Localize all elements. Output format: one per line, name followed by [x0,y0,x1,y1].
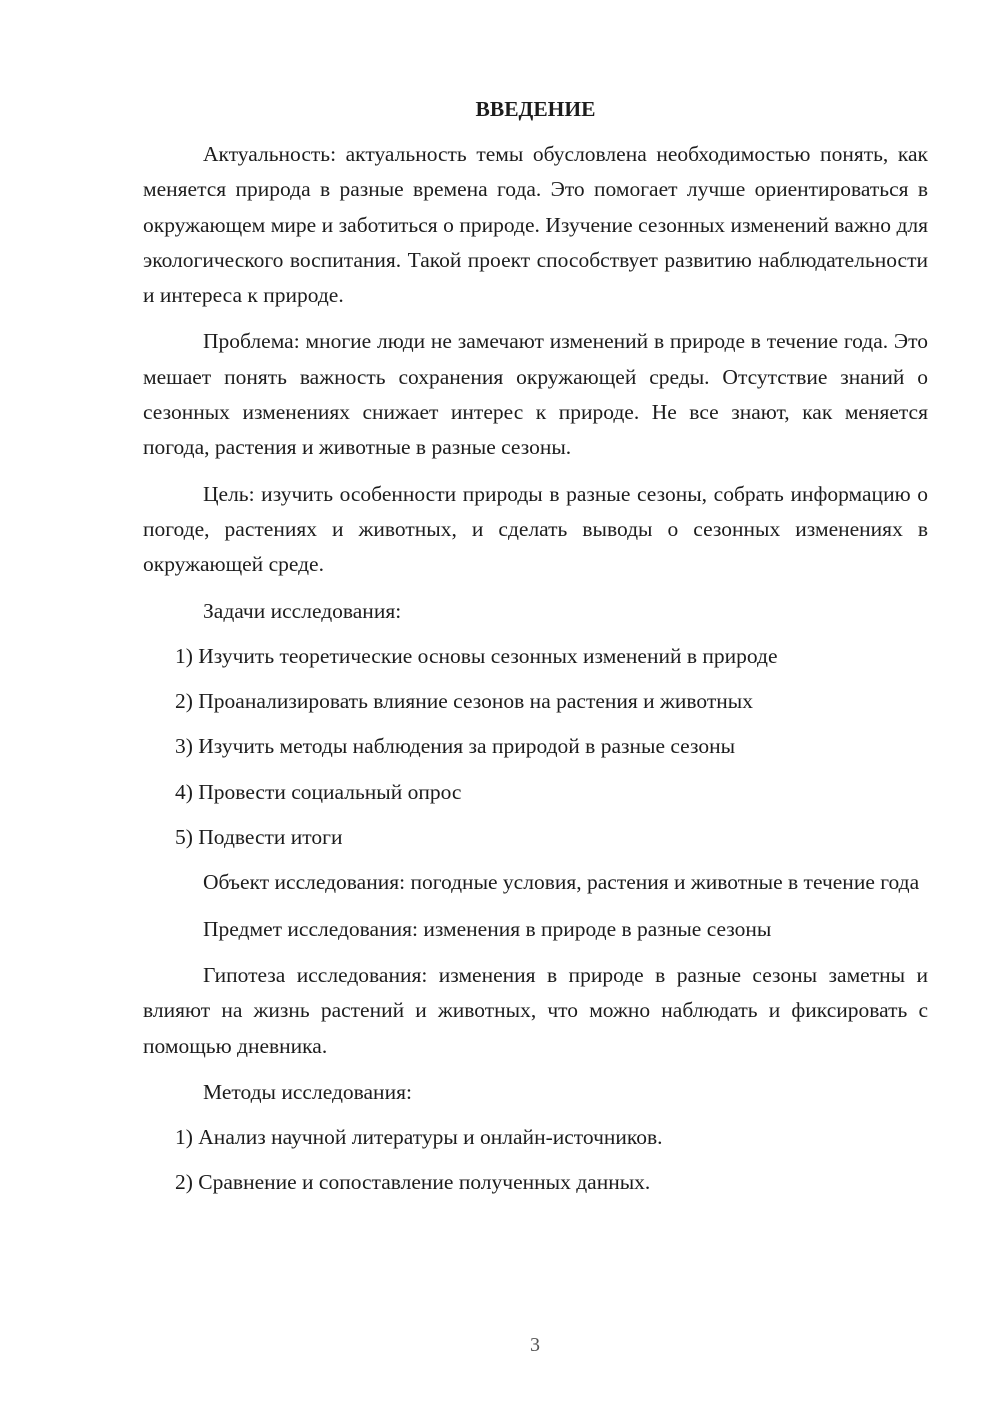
task-item: 5) Подвести итоги [175,825,343,850]
page-title: ВВЕДЕНИЕ [475,97,596,121]
task-item: 3) Изучить методы наблюдения за природой в разные сезоны [175,734,736,759]
page-content [143,92,928,1211]
task-item: 2) Проанализировать влияние сезонов на растения и животных [175,689,753,714]
subject-paragraph: Предмет исследования: изменения в природе в разные сезоны [203,916,772,941]
task-item: 4) Провести социальный опрос [175,779,462,804]
problem-paragraph: Проблема: многие люди не замечают изменений в природе в течение года. Это мешает понять важность сохранения окружающей среды. Отсутствие знаний о сезонных изменениях снижает интерес к природе. Не все знают, как меняется погода, растения и животные в разные сезоны. [143,329,928,460]
methods-heading: Методы исследования: [203,1079,412,1104]
method-item: 1) Анализ научной литературы и онлайн-источников. [175,1125,663,1150]
page-number: 3 [530,1334,540,1356]
object-paragraph: Объект исследования: погодные условия, растения и животные в течение года [203,870,920,895]
goal-paragraph: Цель: изучить особенности природы в разные сезоны, собрать информацию о погоде, растениях и животных, и сделать выводы о сезонных изменениях в окружающей среде. [143,481,928,577]
hypothesis-paragraph: Гипотеза исследования: изменения в природе в разные сезоны заметны и влияют на жизнь растений и животных, что можно наблюдать и фиксировать с помощью дневника. [143,962,928,1058]
relevance-paragraph: Актуальность: актуальность темы обусловлена необходимостью понять, как меняется природа в разные времена года. Это помогает лучше ориентироваться в окружающем мире и заботиться о природе. Изучение сезонных изменений важно для экологического воспитания. Такой проект способствует развитию наблюдательности и интереса к природе. [143,142,928,308]
method-item: 2) Сравнение и сопоставление полученных данных. [175,1170,651,1195]
tasks-heading: Задачи исследования: [203,598,402,623]
task-item: 1) Изучить теоретические основы сезонных изменений в природе [175,643,778,668]
